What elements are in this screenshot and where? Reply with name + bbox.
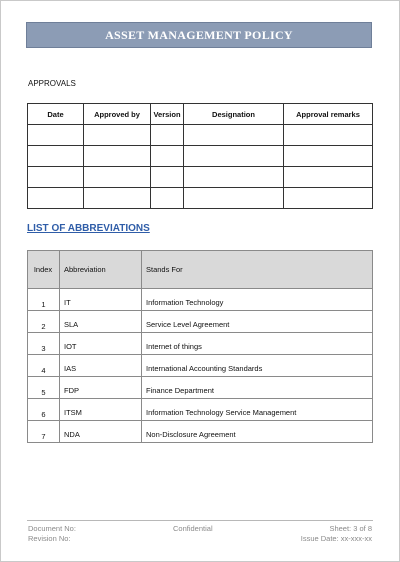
footer-issue-date: Issue Date: xx-xxx-xx	[300, 534, 372, 543]
approvals-header-date: Date	[28, 104, 84, 125]
approvals-cell[interactable]	[184, 188, 284, 209]
row-stands-for: Non-Disclosure Agreement	[142, 421, 373, 443]
row-abbreviation: SLA	[60, 311, 142, 333]
row-index: 1	[28, 289, 60, 311]
approvals-cell[interactable]	[28, 188, 84, 209]
approvals-cell[interactable]	[84, 125, 151, 146]
row-abbreviation: FDP	[60, 377, 142, 399]
approvals-cell[interactable]	[284, 188, 373, 209]
approvals-cell[interactable]	[284, 167, 373, 188]
row-abbreviation: IOT	[60, 333, 142, 355]
row-stands-for: International Accounting Standards	[142, 355, 373, 377]
approvals-header-row	[28, 104, 373, 125]
footer-sheet: Sheet: 3 of 8	[329, 524, 372, 533]
row-abbreviation: IAS	[60, 355, 142, 377]
approvals-cell[interactable]	[84, 188, 151, 209]
row-abbreviation: NDA	[60, 421, 142, 443]
footer-revision-no: Revision No:	[28, 534, 71, 543]
table-row	[28, 289, 373, 311]
abbreviations-header-stands-for: Stands For	[142, 251, 373, 289]
row-stands-for: Information Technology Service Management	[142, 399, 373, 421]
row-abbreviation: ITSM	[60, 399, 142, 421]
approvals-header-approved-by: Approved by	[84, 104, 151, 125]
row-stands-for: Finance Department	[142, 377, 373, 399]
approvals-cell[interactable]	[28, 167, 84, 188]
approvals-cell[interactable]	[84, 146, 151, 167]
row-index: 3	[28, 333, 60, 355]
row-stands-for: Information Technology	[142, 289, 373, 311]
approvals-row	[28, 188, 373, 209]
abbreviations-heading: LIST OF ABBREVIATIONS	[27, 223, 150, 234]
approvals-row	[28, 146, 373, 167]
approvals-cell[interactable]	[151, 146, 184, 167]
table-row	[28, 333, 373, 355]
abbreviations-header-index: Index	[28, 251, 60, 289]
footer-document-no: Document No:	[28, 524, 76, 533]
approvals-label: APPROVALS	[28, 79, 76, 88]
title-banner	[26, 22, 372, 48]
approvals-cell[interactable]	[28, 125, 84, 146]
approvals-cell[interactable]	[284, 146, 373, 167]
row-index: 6	[28, 399, 60, 421]
abbreviations-table	[27, 250, 373, 443]
approvals-cell[interactable]	[151, 167, 184, 188]
table-row	[28, 421, 373, 443]
approvals-header-designation: Designation	[184, 104, 284, 125]
row-stands-for: Service Level Agreement	[142, 311, 373, 333]
approvals-cell[interactable]	[84, 167, 151, 188]
approvals-cell[interactable]	[184, 167, 284, 188]
document-title: ASSET MANAGEMENT POLICY	[105, 27, 293, 42]
approvals-row	[28, 125, 373, 146]
approvals-cell[interactable]	[151, 125, 184, 146]
approvals-header-version: Version	[151, 104, 184, 125]
approvals-row	[28, 167, 373, 188]
approvals-table	[27, 103, 373, 209]
approvals-cell[interactable]	[151, 188, 184, 209]
abbreviations-header-row	[28, 251, 373, 289]
approvals-cell[interactable]	[28, 146, 84, 167]
abbreviations-header-abbreviation: Abbreviation	[60, 251, 142, 289]
approvals-cell[interactable]	[284, 125, 373, 146]
row-abbreviation: IT	[60, 289, 142, 311]
approvals-cell[interactable]	[184, 146, 284, 167]
row-stands-for: Internet of things	[142, 333, 373, 355]
table-row	[28, 377, 373, 399]
approvals-cell[interactable]	[184, 125, 284, 146]
row-index: 7	[28, 421, 60, 443]
row-index: 4	[28, 355, 60, 377]
table-row	[28, 399, 373, 421]
row-index: 2	[28, 311, 60, 333]
footer-confidential: Confidential	[173, 524, 213, 533]
approvals-header-remarks: Approval remarks	[284, 104, 373, 125]
table-row	[28, 355, 373, 377]
row-index: 5	[28, 377, 60, 399]
footer-divider	[27, 520, 373, 521]
table-row	[28, 311, 373, 333]
